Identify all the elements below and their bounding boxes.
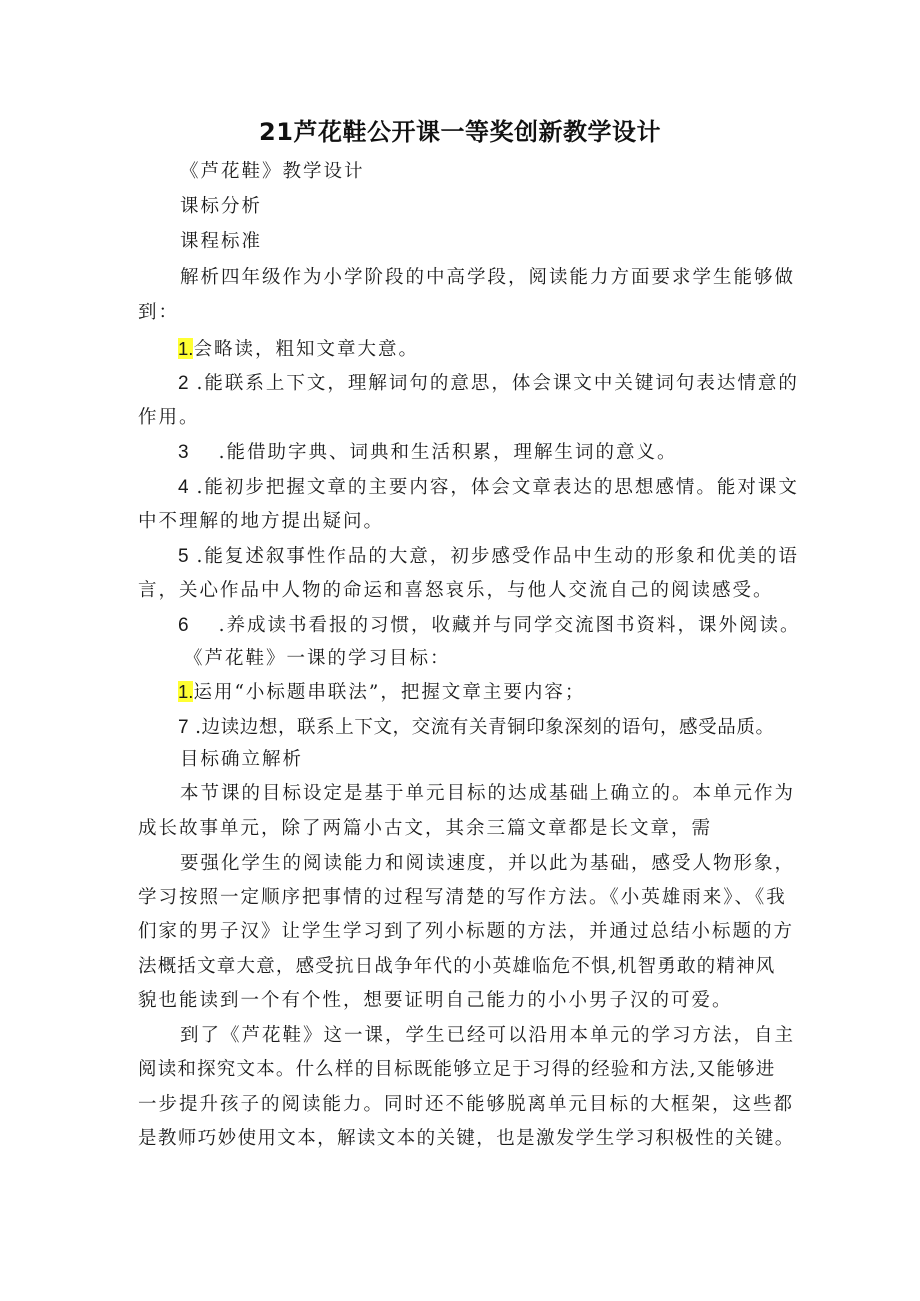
list-item — [178, 476, 799, 500]
highlighted-number: 1. — [178, 681, 194, 702]
paragraph-line: 本节课的目标设定是基于单元目标的达成基础上确立的。本单元作为 — [180, 783, 796, 804]
item-number: 3 — [178, 442, 189, 463]
intro-line-2: 到： — [138, 302, 180, 323]
intro-line-1: 解析四年级作为小学阶段的中高学段，阅读能力方面要求学生能够做 — [180, 267, 796, 288]
goal-item — [178, 716, 775, 740]
paragraph-line: 法概括文章大意，感受抗日战争年代的小英雄临危不惧,机智勇敢的精神风 — [138, 956, 776, 977]
item-text: .能初步把握文章的主要内容，体会文章表达的思想感情。能对课文 — [196, 477, 799, 498]
item-number: 7 — [178, 717, 189, 738]
item-number: 5 — [178, 546, 189, 567]
item-continuation: 言，关心作品中人物的命运和喜怒哀乐，与他人交流自己的阅读感受。 — [138, 580, 774, 601]
item-text: .能借助字典、词典和生活积累，理解生词的意义。 — [218, 442, 678, 463]
list-item — [178, 441, 677, 465]
goal-item — [178, 680, 585, 705]
item-continuation: 作用。 — [138, 407, 200, 428]
paragraph-line: 一步提升孩子的阅读能力。同时还不能够脱离单元目标的大框架，这些都 — [138, 1094, 795, 1115]
paragraph-line: 阅读和探究文本。什么样的目标既能够立足于习得的经验和方法,又能够进 — [138, 1059, 776, 1080]
heading-curriculum-standard: 课程标准 — [180, 231, 263, 252]
item-text: .能联系上下文，理解词句的意思，体会课文中关键词句表达情意的 — [196, 373, 799, 394]
paragraph-line: 学习按照一定顺序把事情的过程写清楚的写作方法。《小英雄雨来》、《我 — [138, 887, 787, 908]
item-continuation: 中不理解的地方提出疑问。 — [138, 511, 385, 532]
paragraph-line: 是教师巧妙使用文本，解读文本的关键，也是激发学生学习积极性的关键。 — [138, 1128, 795, 1149]
goal-text: 运用“小标题串联法”，把握文章主要内容； — [193, 682, 586, 703]
paragraph-line: 们家的男子汉》让学生学习到了列小标题的方法，并通过总结小标题的方 — [138, 921, 795, 942]
heading-curriculum-analysis: 课标分析 — [180, 196, 263, 217]
paragraph-line: 貌也能读到一个有个性，想要证明自己能力的小小男子汉的可爱。 — [138, 990, 733, 1011]
goals-heading: 《芦花鞋》一课的学习目标： — [184, 648, 451, 669]
paragraph-line: 成长故事单元，除了两篇小古文，其余三篇文章都是长文章，需 — [138, 818, 713, 839]
document-title: 21芦花鞋公开课一等奖创新教学设计 — [259, 118, 661, 146]
item-number: 6 — [178, 615, 189, 636]
item-text: .能复述叙事性作品的大意，初步感受作品中生动的形象和优美的语 — [196, 546, 799, 567]
highlighted-number: 1. — [178, 338, 194, 359]
analysis-heading: 目标确立解析 — [180, 749, 304, 770]
paragraph-line: 要强化学生的阅读能力和阅读速度，并以此为基础，感受人物形象， — [180, 853, 796, 874]
list-item — [178, 545, 799, 569]
list-item — [178, 337, 419, 362]
list-item — [178, 372, 799, 396]
item-number: 4 — [178, 477, 189, 498]
list-item — [178, 614, 800, 638]
paragraph-line: 到了《芦花鞋》这一课，学生已经可以沿用本单元的学习方法，自主 — [180, 1025, 796, 1046]
item-number: 2 — [178, 373, 189, 394]
subtitle: 《芦花鞋》教学设计 — [180, 161, 365, 182]
item-text: .养成读书看报的习惯，收藏并与同学交流图书资料，课外阅读。 — [218, 615, 801, 636]
goal-text: .边读边想，联系上下文，交流有关青铜印象深刻的语句，感受品质。 — [195, 717, 775, 738]
item-text: 会略读，粗知文章大意。 — [193, 339, 419, 360]
